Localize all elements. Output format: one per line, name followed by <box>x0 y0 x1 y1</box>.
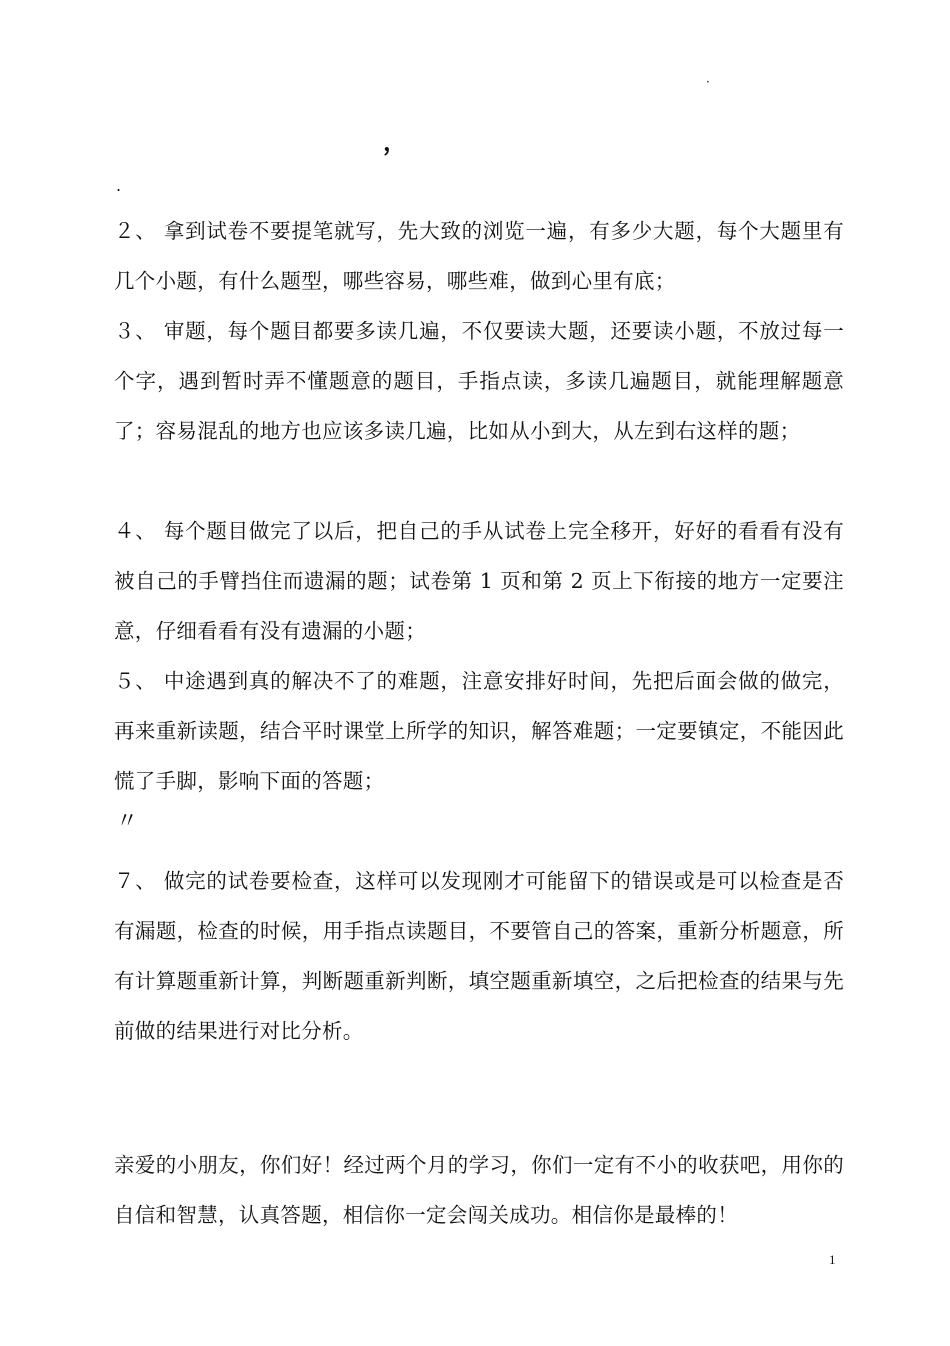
instruction-item-2: ２、 拿到试卷不要提笔就写，先大致的浏览一遍，有多少大题，每个大题里有几个小题，有什么题型，哪些容易，哪些难，做到心里有底； <box>114 219 844 293</box>
instruction-item-5: ５、 中途遇到真的解决不了的难题，注意安排好时间，先把后面会做的做完，再来重新读题，结合平时课堂上所学的知识，解答难题；一定要镇定，不能因此慌了手脚，影响下面的答题； <box>114 669 844 793</box>
closing-message: 亲爱的小朋友，你们好！经过两个月的学习，你们一定有不小的收获吧，用你的自信和智慧，认真答题，相信你一定会闯关成功。相信你是最棒的！ <box>114 1153 844 1227</box>
stray-period-mark: . <box>116 176 122 195</box>
stray-dot-mark: · <box>706 75 710 89</box>
page-number: 1 <box>829 1252 836 1267</box>
instruction-item-3: ３、 审题，每个题目都要多读几遍，不仅要读大题，还要读小题，不放过每一个字，遇到暂时弄不懂题意的题目，手指点读，多读几遍题目，就能理解题意了；容易混乱的地方也应该多读几遍，比如从小到大，从左到右这样的题； <box>114 319 844 443</box>
stray-comma-mark: ， <box>383 127 407 156</box>
instruction-item-4: ４、 每个题目做完了以后，把自己的手从试卷上完全移开，好好的看看有没有被自己的手臂挡住而遗漏的题；试卷第 1 页和第 2 页上下衔接的地方一定要注意，仔细看看有没有遗漏的小题； <box>114 519 844 643</box>
instruction-item-7: ７、 做完的试卷要检查，这样可以发现刚才可能留下的错误或是可以检查是否有漏题，检查的时候，用手指点读题目，不要管自己的答案，重新分析题意，所有计算题重新计算，判断题重新判断，填空题重新填空，之后把检查的结果与先前做的结果进行对比分析。 <box>114 869 844 1043</box>
ditto-mark: 〃 <box>116 809 139 834</box>
